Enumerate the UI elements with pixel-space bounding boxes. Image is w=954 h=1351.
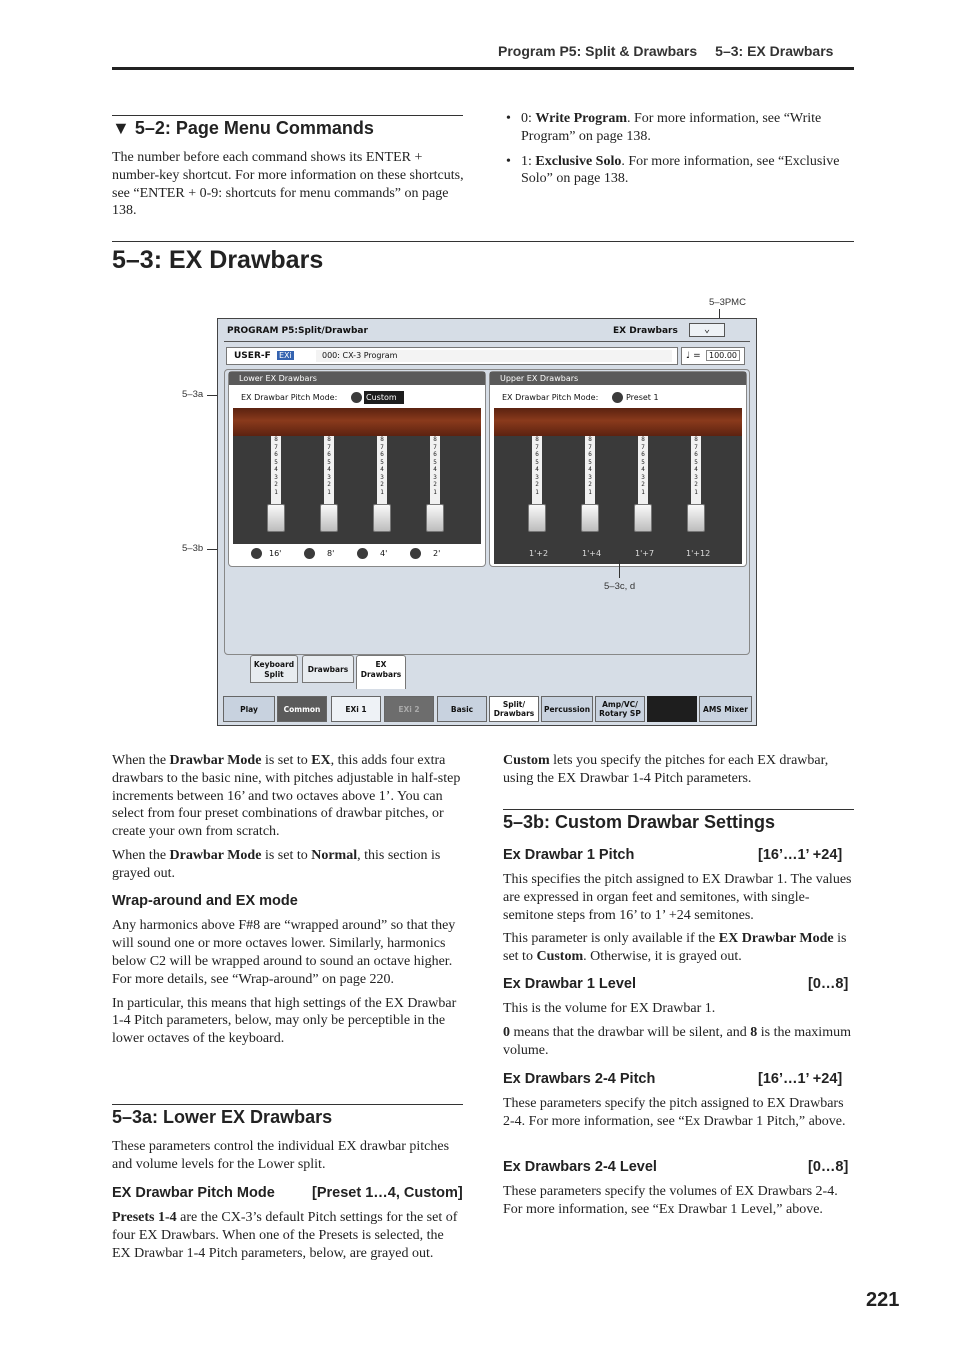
program-select[interactable] xyxy=(226,347,678,365)
drawbars24-pitch-label: Ex Drawbars 2-4 Pitch xyxy=(503,1071,656,1087)
upper-wood-panel xyxy=(494,408,742,436)
upper-drawbar-3-knob[interactable] xyxy=(634,504,652,532)
section-53b-rule xyxy=(503,809,854,810)
upper-mode-value[interactable]: Preset 1 xyxy=(626,393,659,402)
upper-drawbar-3[interactable]: 8 7 6 5 4 3 2 1 xyxy=(638,436,648,504)
lower-ex-drawbars-panel xyxy=(228,371,486,567)
upper-drawbar-4[interactable]: 8 7 6 5 4 3 2 1 xyxy=(691,436,701,504)
tab-amp-vc-rotary[interactable]: Amp/VC/ Rotary SP xyxy=(595,696,645,722)
lower-drawbar-area xyxy=(233,436,481,544)
tab-percussion[interactable]: Percussion xyxy=(541,696,593,722)
lower-drawbar-2-knob[interactable] xyxy=(320,504,338,532)
program-name: 000: CX-3 Program xyxy=(316,350,672,362)
lower-drawbar-4[interactable]: 8 7 6 5 4 3 2 1 xyxy=(430,436,440,504)
custom-paragraph: Custom lets you specify the pitches for each EX drawbar, using the EX Drawbar 1-4 Pitch parameters. xyxy=(503,753,829,786)
left-column xyxy=(112,752,464,1048)
callout-5-3pmc: 5–3PMC xyxy=(709,297,746,308)
drawbar1-level-label: Ex Drawbar 1 Level xyxy=(503,976,636,992)
section-53a-heading: 5–3a: Lower EX Drawbars xyxy=(112,1107,333,1127)
drawbar1-level-note: 0 means that the drawbar will be silent, and 8 is the maximum volume. xyxy=(503,1025,851,1058)
menu-bullet-list xyxy=(506,110,854,188)
section-53b-heading: 5–3b: Custom Drawbar Settings xyxy=(503,812,776,832)
drawbar1-level-body: This is the volume for EX Drawbar 1. xyxy=(503,1001,716,1016)
drawbar-mode-normal-paragraph: When the Drawbar Mode is set to Normal, this section is grayed out. xyxy=(112,847,441,881)
tab-common[interactable]: Common xyxy=(277,696,327,722)
tab-play[interactable]: Play xyxy=(223,696,275,722)
page-menu-label: EX Drawbars xyxy=(613,326,678,336)
drawbar1-pitch-note: This parameter is only available if the EX Drawbar Mode is set to Custom. Otherwise, it is grayed out. xyxy=(503,931,847,964)
wrap-around-heading: Wrap-around and EX mode xyxy=(112,892,298,909)
drawbar1-pitch-label: Ex Drawbar 1 Pitch xyxy=(503,847,635,863)
section-52-heading: ▼ 5–2: Page Menu Commands xyxy=(112,118,374,138)
lower-pitch-1-arrow-icon[interactable] xyxy=(251,548,262,559)
lower-wood-panel xyxy=(233,408,481,436)
upper-pitch-strip xyxy=(494,544,742,564)
drawbars24-level-body: These parameters specify the volumes of EX Drawbars 2-4. For more information, see “Ex Drawbar 1 Level,” above. xyxy=(503,1184,838,1217)
lower-pitch-1[interactable]: 16' xyxy=(269,549,282,558)
menu-bullet-0: • 0: Write Program. For more information, see “Write Program” on page 138. xyxy=(506,111,822,144)
upper-ex-drawbars-panel xyxy=(489,371,747,567)
tab-drawbars[interactable]: Drawbars xyxy=(302,655,354,683)
tempo-field[interactable]: ♩ = 100.00 xyxy=(681,347,745,365)
section-52-body: The number before each command shows its ENTER + number-key shortcut. For more information on these shortcuts, see “ENTER + 0-9: shortcuts for menu commands” on page 138. xyxy=(112,150,464,219)
callout-5-3a: 5–3a xyxy=(182,389,204,400)
tab-exi-1[interactable]: EXi 1 xyxy=(331,696,381,722)
main-title: 5–3: EX Drawbars xyxy=(112,246,324,274)
upper-drawbar-1-knob[interactable] xyxy=(528,504,546,532)
lower-mode-label: EX Drawbar Pitch Mode: xyxy=(241,393,338,402)
upper-drawbar-area xyxy=(494,436,742,544)
lower-mode-value[interactable]: Custom xyxy=(364,391,404,404)
running-title: Program P5: Split & Drawbars xyxy=(498,43,698,59)
drawbars24-level-range: [0…8] xyxy=(808,1159,849,1175)
lower-pitch-4[interactable]: 2' xyxy=(433,549,441,558)
upper-pitch-2: 1'+4 xyxy=(582,549,602,558)
pitch-mode-body: Presets 1-4 are the CX-3’s default Pitch settings for the set of four EX Drawbars. When one of the Presets is selected, the EX Drawbar 1-4 Pitch parameters, below, are grayed out. xyxy=(112,1210,458,1261)
drawbar1-pitch-range: [16’…1’ +24] xyxy=(758,847,843,863)
wrap-around-paragraph-1: Any harmonics above F#8 are “wrapped around” so that they will sound one or more octaves lower. Similarly, harmonics below C2 will be wrapped around to sound an octave higher. For more details, see “Wrap-around” on page 220. xyxy=(112,918,456,987)
header-rule xyxy=(112,67,854,70)
drawbar1-level-range: [0…8] xyxy=(808,976,849,992)
upper-drawbar-2[interactable]: 8 7 6 5 4 3 2 1 xyxy=(585,436,595,504)
wrap-around-paragraph-2: In particular, this means that high settings of the EX Drawbar 1-4 Pitch parameters, below, may only be perceptible in the lower octaves of the keyboard. xyxy=(112,995,457,1047)
lower-drawbar-4-knob[interactable] xyxy=(426,504,444,532)
upper-pitch-4: 1'+12 xyxy=(686,549,711,558)
running-header xyxy=(498,43,833,59)
pitch-mode-label: EX Drawbar Pitch Mode xyxy=(112,1185,275,1201)
tab-exi-2[interactable]: EXi 2 xyxy=(384,696,434,722)
lower-drawbar-1[interactable]: 8 7 6 5 4 3 2 1 xyxy=(271,436,281,504)
lower-drawbar-3-knob[interactable] xyxy=(373,504,391,532)
screen-title: PROGRAM P5:Split/Drawbar xyxy=(227,326,368,336)
menu-bullet-1: • 1: Exclusive Solo. For more information, see “Exclusive Solo” on page 138. xyxy=(506,153,840,187)
callout-5-3b: 5–3b xyxy=(182,543,204,554)
lower-drawbar-2[interactable]: 8 7 6 5 4 3 2 1 xyxy=(324,436,334,504)
drawbar-mode-ex-paragraph: When the Drawbar Mode is set to EX, this adds four extra drawbars to the basic nine, with pitches adjustable in half-step increments between 16’ and two octaves above 1’. You can select from four preset combinations of drawbar pitches, or create your own from scratch. xyxy=(112,753,461,840)
main-title-rule xyxy=(112,241,854,242)
tab-keyboard-split[interactable]: Keyboard Split xyxy=(250,655,298,683)
lower-pitch-4-arrow-icon[interactable] xyxy=(410,548,421,559)
upper-panel-heading: Upper EX Drawbars xyxy=(490,372,746,385)
upper-pitch-1: 1'+2 xyxy=(529,549,549,558)
drawbars24-level-label: Ex Drawbars 2-4 Level xyxy=(503,1159,657,1175)
page-number: 221 xyxy=(866,1289,900,1311)
upper-pitch-3: 1'+7 xyxy=(635,549,655,558)
upper-mode-label: EX Drawbar Pitch Mode: xyxy=(502,393,599,402)
lower-pitch-2[interactable]: 8' xyxy=(327,549,335,558)
drawbars24-pitch-body: These parameters specify the pitch assigned to EX Drawbars 2-4. For more information, see “Ex Drawbar 1 Pitch,” above. xyxy=(503,1096,846,1129)
section-53a-rule xyxy=(112,1104,463,1105)
page-menu-button[interactable] xyxy=(689,323,725,337)
lower-drawbar-3[interactable]: 8 7 6 5 4 3 2 1 xyxy=(377,436,387,504)
bank-label: USER-F xyxy=(234,351,271,361)
tab-split-drawbars[interactable]: Split/ Drawbars xyxy=(489,696,539,722)
pitch-mode-range: [Preset 1…4, Custom] xyxy=(312,1185,463,1201)
callout-5-3cd: 5–3c, d xyxy=(604,581,636,592)
section-52-rule xyxy=(112,115,463,116)
lower-mode-arrow-icon[interactable] xyxy=(351,392,362,403)
upper-drawbar-2-knob[interactable] xyxy=(581,504,599,532)
lower-drawbar-1-knob[interactable] xyxy=(267,504,285,532)
section-53a-body: These parameters control the individual EX drawbar pitches and volume levels for the Lower split. xyxy=(112,1139,450,1172)
lower-pitch-3-arrow-icon[interactable] xyxy=(357,548,368,559)
upper-drawbar-4-knob[interactable] xyxy=(687,504,705,532)
upper-mode-arrow-icon[interactable] xyxy=(612,392,623,403)
upper-drawbar-1[interactable]: 8 7 6 5 4 3 2 1 xyxy=(532,436,542,504)
exi-badge: EXi xyxy=(279,351,292,360)
lower-pitch-2-arrow-icon[interactable] xyxy=(304,548,315,559)
tab-ams-mixer[interactable]: AMS Mixer xyxy=(699,696,752,722)
tempo-value: 100.00 xyxy=(706,350,740,361)
tab-basic[interactable]: Basic xyxy=(437,696,487,722)
lower-pitch-3[interactable]: 4' xyxy=(380,549,388,558)
running-section: 5–3: EX Drawbars xyxy=(715,43,834,59)
chevron-down-icon: ⌄ xyxy=(703,324,711,335)
tab-ex-drawbars[interactable]: EX Drawbars xyxy=(356,655,406,689)
drawbars24-pitch-range: [16’…1’ +24] xyxy=(758,1071,843,1087)
lcd-screenshot xyxy=(217,318,757,726)
lower-panel-heading: Lower EX Drawbars xyxy=(229,372,485,385)
drawbar1-pitch-body: This specifies the pitch assigned to EX Drawbar 1. The values are expressed in organ feet and semitones, with single-semitone steps from 16’ to 1’ +24 semitones. xyxy=(503,872,852,923)
